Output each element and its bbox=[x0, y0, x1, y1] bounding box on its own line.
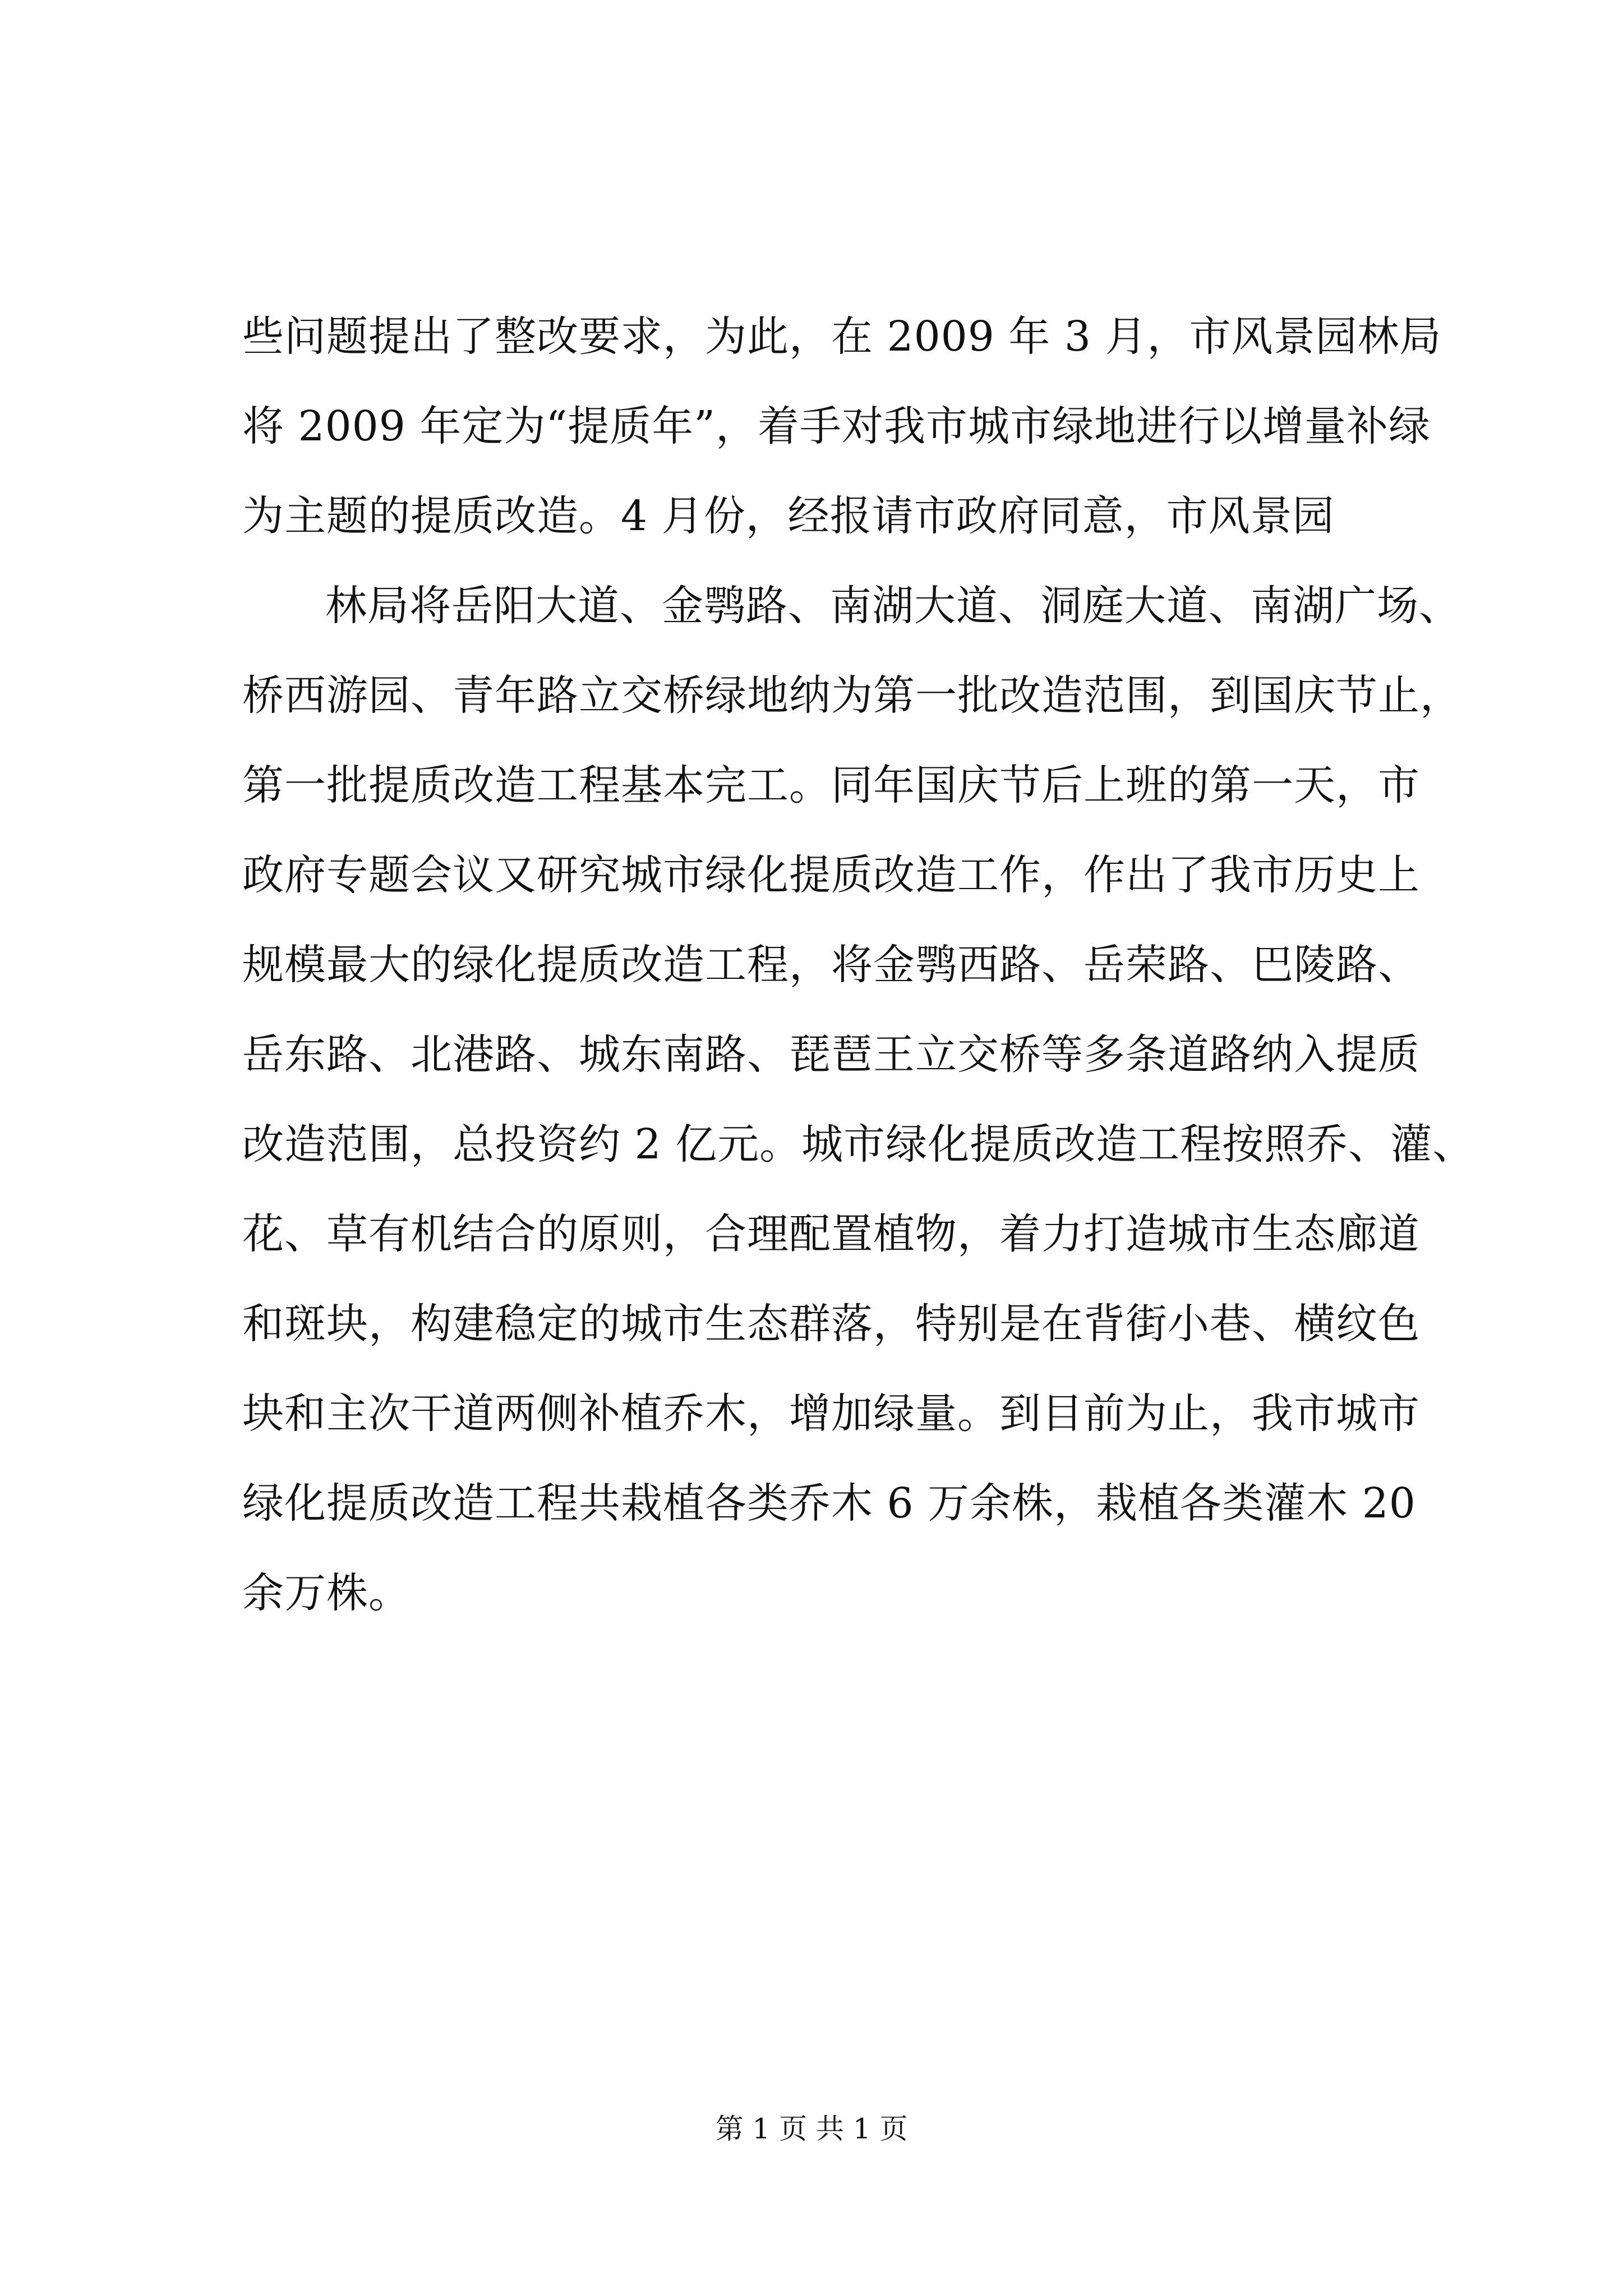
page-number-label: 第 1 页 共 1 页 bbox=[715, 2113, 908, 2145]
text-line: 改造范围，总投资约 2 亿元。城市绿化提质改造工程按照乔、灌、 bbox=[242, 1120, 1475, 1168]
text-line: 岳东路、北港路、城东南路、琵琶王立交桥等多条道路纳入提质 bbox=[242, 1030, 1420, 1079]
text-line: 规模最大的绿化提质改造工程，将金鹗西路、岳荣路、巴陵路、 bbox=[242, 941, 1420, 989]
text-line: 政府专题会议又研究城市绿化提质改造工作，作出了我市历史上 bbox=[242, 851, 1420, 899]
paragraph-2 bbox=[242, 561, 1475, 1638]
text-line: 些问题提出了整改要求，为此，在 2009 年 3 月，市风景园林局 bbox=[242, 312, 1442, 361]
text-line: 为主题的提质改造。4 月份，经报请市政府同意，市风景园 bbox=[242, 492, 1335, 540]
text-line: 第一批提质改造工程基本完工。同年国庆节后上班的第一天，市 bbox=[242, 761, 1420, 809]
text-line: 余万株。 bbox=[242, 1569, 411, 1617]
text-line: 桥西游园、青年路立交桥绿地纳为第一批改造范围，到国庆节止， bbox=[242, 671, 1462, 720]
paragraph-1 bbox=[242, 292, 1442, 561]
text-line: 和斑块，构建稳定的城市生态群落，特别是在背街小巷、横纹色 bbox=[242, 1300, 1420, 1348]
body-text bbox=[242, 292, 1475, 1638]
text-line: 绿化提质改造工程共栽植各类乔木 6 万余株，栽植各类灌木 20 bbox=[242, 1479, 1416, 1527]
text-line: 林局将岳阳大道、金鹗路、南湖大道、洞庭大道、南湖广场、 bbox=[325, 582, 1461, 630]
text-line: 将 2009 年定为“提质年”，着手对我市城市绿地进行以增量补绿 bbox=[242, 402, 1431, 450]
text-line: 花、草有机结合的原则，合理配置植物，着力打造城市生态廊道 bbox=[242, 1210, 1420, 1258]
page-footer bbox=[0, 2109, 1623, 2148]
text-line: 块和主次干道两侧补植乔木，增加绿量。到目前为止，我市城市 bbox=[242, 1389, 1420, 1438]
